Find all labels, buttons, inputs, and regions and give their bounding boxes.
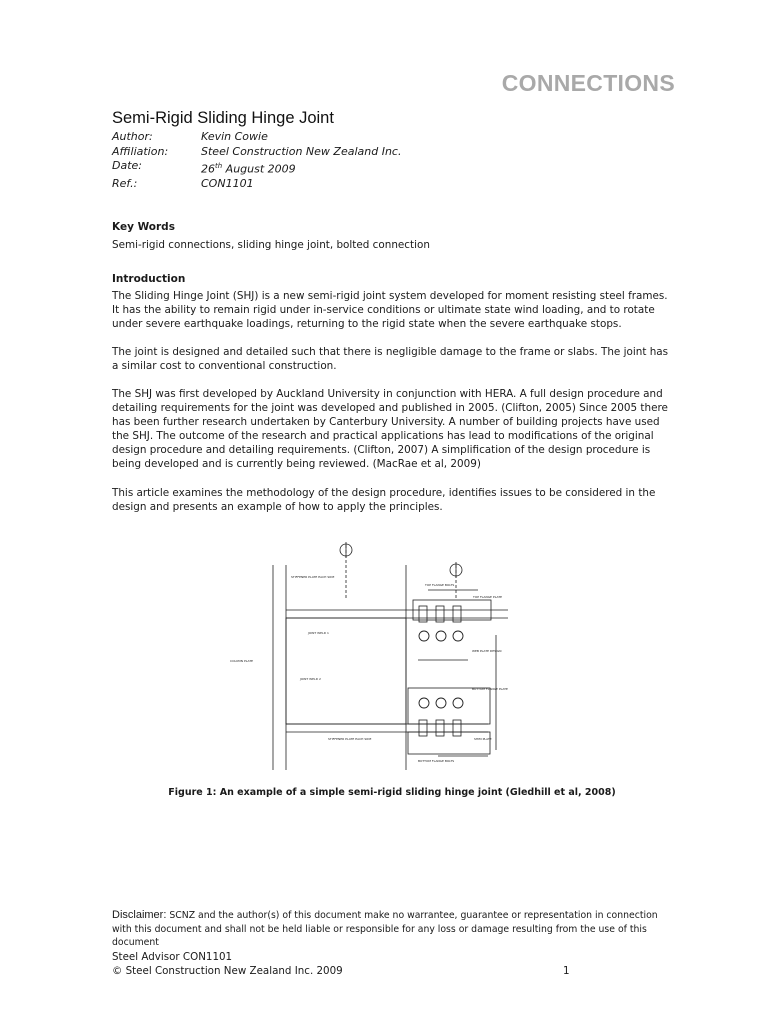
label-column-plate: COLUMN PLATE — [230, 659, 254, 663]
label-web-plate: WEB PLATE DESIGN — [472, 649, 502, 653]
label-stiffener-top: STIFFENER PLATE EACH SIDE — [291, 575, 335, 579]
keywords-heading: Key Words — [112, 221, 175, 233]
page-number: 1 — [563, 965, 570, 977]
label-shim-plate: SHIM PLATE — [474, 737, 492, 741]
meta-value — [201, 159, 296, 177]
date-day: 26 — [201, 162, 215, 176]
footer-publication: Steel Advisor CON1101 — [112, 951, 233, 963]
label-top-flange-bolts: TOP FLANGE BOLTS — [425, 583, 455, 587]
keywords-text: Semi-rigid connections, sliding hinge joint, bolted connection — [112, 239, 430, 251]
meta-date — [112, 159, 401, 177]
meta-label: Author: — [112, 130, 153, 143]
intro-paragraph-4: This article examines the methodology of the design procedure, identifies issues to be considered in the design and presents an example of how to apply the principles. — [112, 487, 656, 513]
date-suffix: th — [215, 162, 223, 170]
label-stiffener-bottom: STIFFENER PLATE EACH SIDE — [328, 737, 372, 741]
label-bottom-flange-bolts: BOTTOM FLANGE BOLTS — [418, 759, 455, 763]
meta-label: Date: — [112, 159, 142, 172]
intro-paragraph-3: The SHJ was first developed by Auckland University in conjunction with HERA. A full design procedure and detailing requirements for the joint was developed and published in 2005. (Clifton, 2005) Since 2005 there has been further research undertaken by Canterbury University. A number of building projects have used the SHJ. The outcome of the research and practical applications has lead to modifications of the original design procedure and detailing requirements. (Clifton, 2007) A simplification of the design procedure is being developed and is currently being reviewed. (MacRae et al, 2009) — [112, 388, 668, 470]
intro-paragraph-2: The joint is designed and detailed such that there is negligible damage to the frame or slabs. The joint has a similar cost to conventional construction. — [112, 346, 669, 372]
label-top-flange-plate: TOP FLANGE PLATE — [473, 595, 502, 599]
sliding-hinge-joint-drawing — [228, 540, 518, 780]
label-bottom-flange-plate: BOTTOM FLANGE PLATE — [472, 687, 508, 691]
date-rest: August 2009 — [222, 162, 296, 176]
article-title: Semi-Rigid Sliding Hinge Joint — [112, 109, 334, 127]
intro-paragraph-1: The Sliding Hinge Joint (SHJ) is a new semi-rigid joint system developed for moment resisting steel frames. It has the ability to remain rigid under in-service conditions or ultimate state wind loading, and to rotate under severe earthquake loadings, returning to the rigid state when the severe earthquake stops. — [112, 290, 668, 330]
meta-value: CON1101 — [201, 177, 254, 191]
figure-caption: Figure 1: An example of a simple semi-rigid sliding hinge joint (Gledhill et al, 2008) — [168, 787, 616, 798]
label-joint-weld-2: JOINT WELD 2 — [300, 677, 321, 681]
bolt-group-bottom — [419, 720, 461, 736]
section-header: CONNECTIONS — [501, 70, 675, 96]
disclaimer-lead: Disclaimer: — [112, 909, 167, 921]
label-joint-weld-1: JOINT WELD 1 — [308, 631, 329, 635]
meta-affiliation — [112, 145, 401, 160]
meta-value: Kevin Cowie — [201, 130, 268, 143]
meta-author — [112, 130, 401, 145]
disclaimer-text: SCNZ and the author(s) of this document make no warrantee, guarantee or representation in connection with this document and shall not be held liable or responsible for any loss or damage resulting from the use of this document — [112, 910, 658, 948]
footer — [112, 951, 343, 978]
article-meta — [112, 130, 401, 192]
footer-copyright: © Steel Construction New Zealand Inc. 2009 — [112, 964, 343, 977]
meta-label: Affiliation: — [112, 144, 169, 158]
column-centerline-marker — [340, 542, 462, 578]
meta-value: Steel Construction New Zealand Inc. — [201, 144, 402, 158]
intro-heading: Introduction — [112, 273, 186, 285]
bolt-group-web — [419, 631, 463, 708]
disclaimer — [112, 909, 677, 950]
meta-ref — [112, 177, 401, 192]
bolt-group-top — [419, 606, 461, 622]
meta-label: Ref.: — [112, 177, 138, 191]
